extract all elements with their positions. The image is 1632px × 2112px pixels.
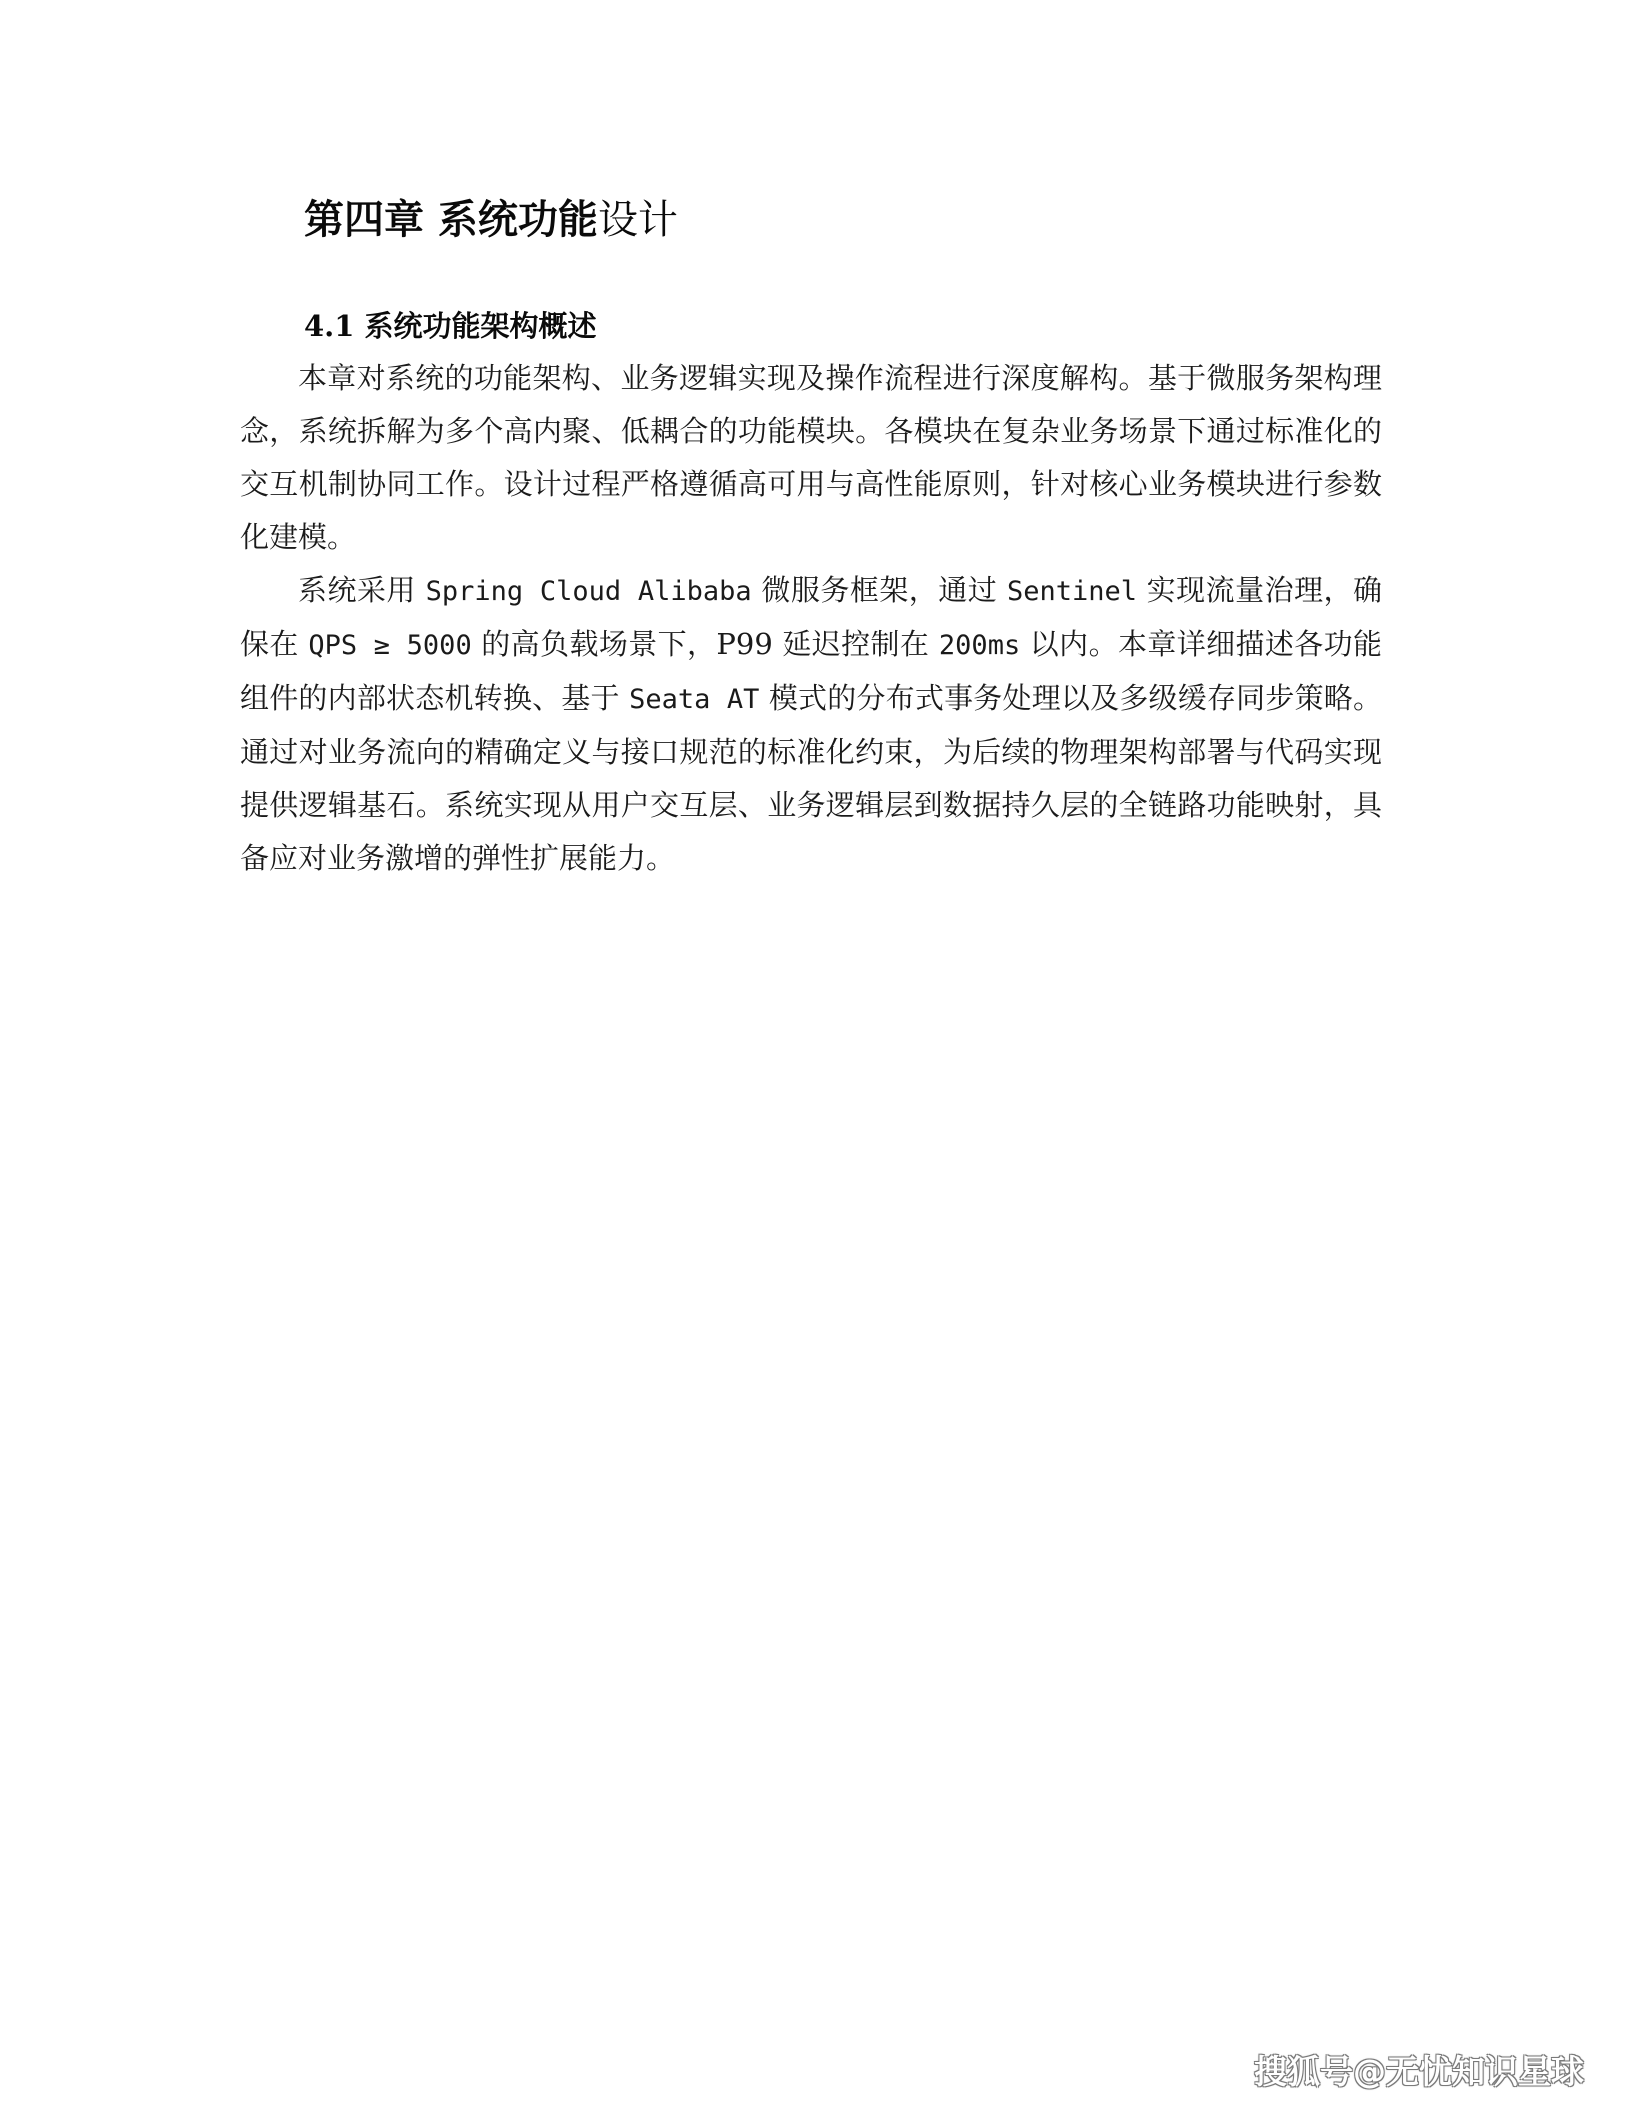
chapter-title-rest: 设计 — [597, 197, 678, 243]
p2-code: Spring Cloud Alibaba — [425, 576, 752, 607]
chapter-title — [304, 190, 678, 250]
body-text — [240, 352, 1382, 885]
p2-code: QPS ≥ 5000 — [308, 630, 472, 661]
p2-text: 延迟控制在 — [772, 627, 939, 661]
watermark: 搜狐号@无忧知识星球 — [1254, 2052, 1584, 2091]
p2-text: 系统采用 — [298, 573, 426, 607]
chapter-title-bold: 第四章 系统功能 — [304, 197, 598, 243]
p2-text: 实现流量治理，确保在 — [240, 573, 1383, 661]
p2-text: 以内。本章详细描述各功能组件的内部状态机转换、基于 — [240, 627, 1383, 715]
p2-text: 的高负载场景下， — [471, 627, 717, 661]
p2-text: 模式的分布式事务处理以及多级缓存同步策略。通过对业务流向的精确定义与接口规范的标准化约束，为后续的物理架构部署与代码实现提供逻辑基石。系统实现从用户交互层、业务逻辑层到数据持久层的全链路功能映射，具备应对业务激增的弹性扩展能力。 — [240, 681, 1382, 875]
paragraph-1: 本章对系统的功能架构、业务逻辑实现及操作流程进行深度解构。基于微服务架构理念，系统拆解为多个高内聚、低耦合的功能模块。各模块在复杂业务场景下通过标准化的交互机制协同工作。设计过程严格遵循高可用与高性能原则，针对核心业务模块进行参数化建模。 — [240, 361, 1382, 554]
p2-code: P99 — [716, 627, 773, 661]
p2-code: 200ms — [938, 630, 1021, 661]
section-heading: 4.1 系统功能架构概述 — [304, 309, 597, 343]
p2-code: Sentinel — [1006, 576, 1137, 607]
p2-text: 微服务框架，通过 — [751, 573, 1007, 607]
p2-code: Seata AT — [629, 684, 760, 715]
paragraph-2 — [240, 564, 1382, 885]
